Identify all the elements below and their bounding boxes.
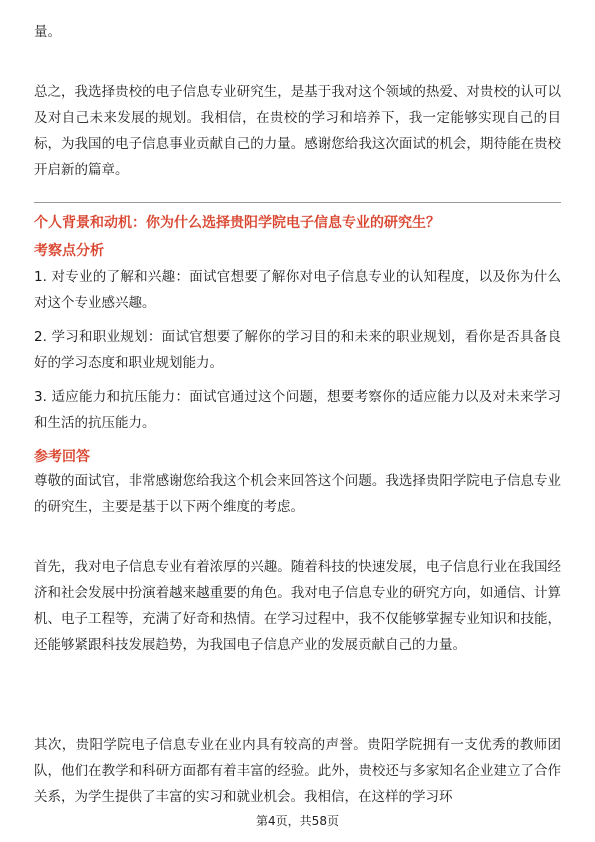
paragraph-continuation: 量。 xyxy=(34,24,61,40)
analysis-point-2: 2. 学习和职业规划：面试官想要了解你的学习目的和未来的职业规划，看你是否具备良好的学习态度和职业规划能力。 xyxy=(34,329,561,371)
paragraph-conclusion: 总之，我选择贵校的电子信息专业研究生，是基于我对这个领域的热爱、对贵校的认可以及对自己未来发展的规划。我相信，在贵校的学习和培养下，我一定能够实现自己的目标，为我国的电子信息事业贡献自己的力量。感谢您给我这次面试的机会，期待能在贵校开启新的篇章。 xyxy=(34,84,561,178)
analysis-heading: 考察点分析 xyxy=(34,243,104,259)
analysis-point-1: 1. 对专业的了解和兴趣：面试官想要了解你对电子信息专业的认知程度，以及你为什么对这个专业感兴趣。 xyxy=(34,269,561,311)
section-title: 个人背景和动机：你为什么选择贵阳学院电子信息专业的研究生？ xyxy=(34,215,440,231)
answer-intro: 尊敬的面试官，非常感谢您给我这个机会来回答这个问题。我选择贵阳学院电子信息专业的研究生，主要是基于以下两个维度的考虑。 xyxy=(34,473,561,515)
answer-heading: 参考回答 xyxy=(34,449,90,465)
page-footer: 第4页，共58页 xyxy=(256,814,339,828)
analysis-point-3: 3. 适应能力和抗压能力：面试官通过这个问题，想要考察你的适应能力以及对未来学习和生活的抗压能力。 xyxy=(34,389,561,431)
section-divider xyxy=(34,202,561,203)
answer-paragraph-second: 其次，贵阳学院电子信息专业在业内具有较高的声誉。贵阳学院拥有一支优秀的教师团队，他们在教学和科研方面都有着丰富的经验。此外，贵校还与多家知名企业建立了合作关系，为学生提供了丰富的实习和就业机会。我相信，在这样的学习环 xyxy=(34,737,561,805)
answer-paragraph-first: 首先，我对电子信息专业有着浓厚的兴趣。随着科技的快速发展，电子信息行业在我国经济和社会发展中扮演着越来越重要的角色。我对电子信息专业的研究方向，如通信、计算机、电子工程等，充满了好奇和热情。在学习过程中，我不仅能够掌握专业知识和技能，还能够紧跟科技发展趋势，为我国电子信息产业的发展贡献自己的力量。 xyxy=(34,559,561,653)
